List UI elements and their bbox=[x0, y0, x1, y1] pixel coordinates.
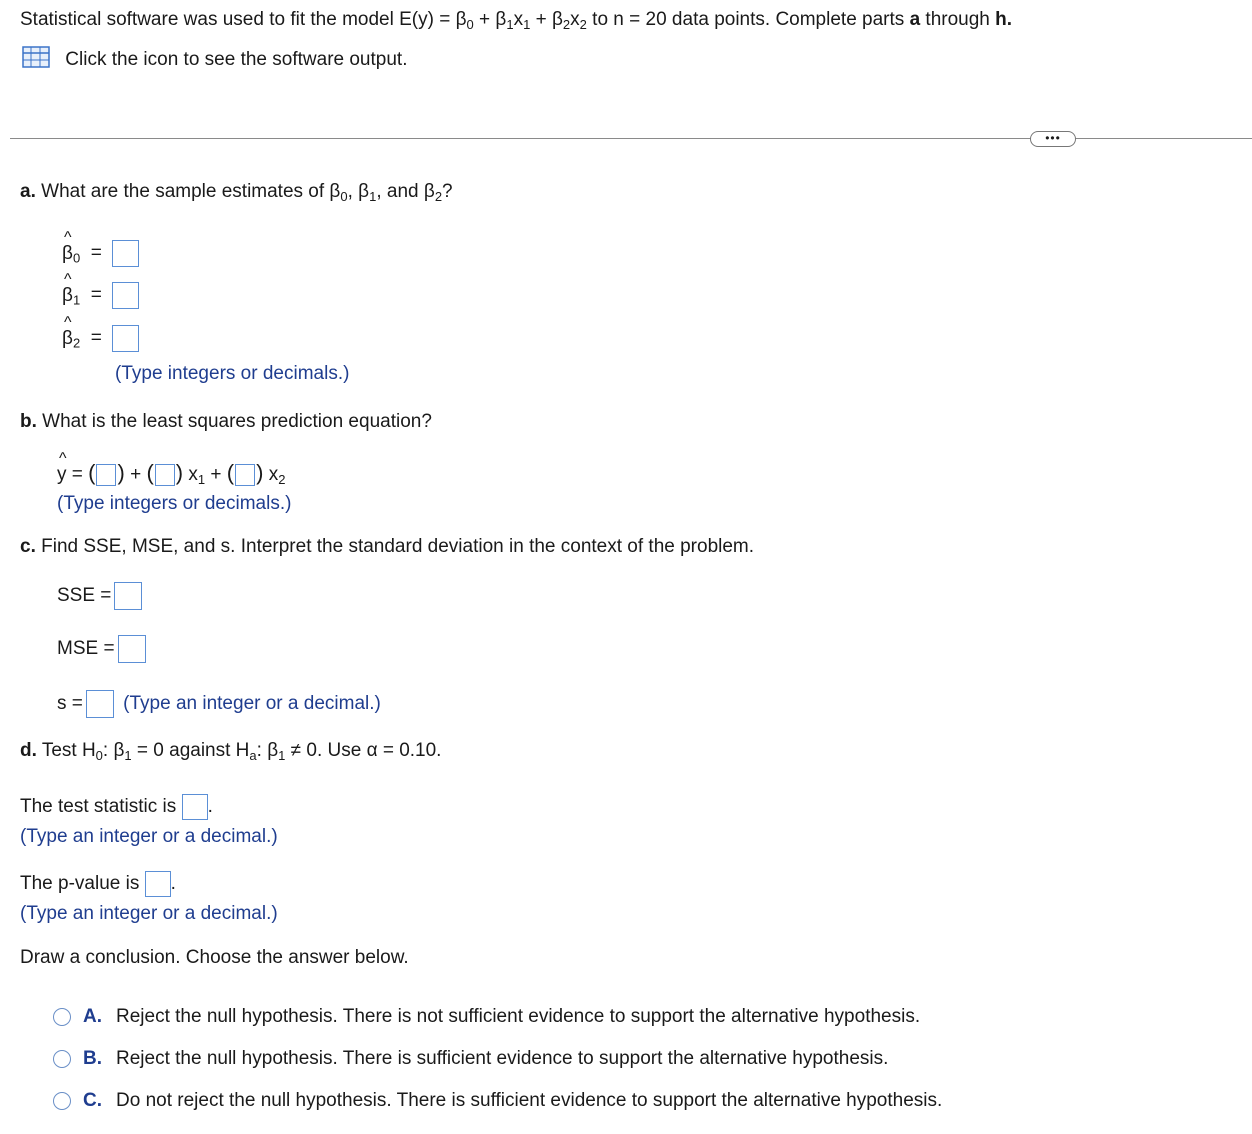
radio-c[interactable] bbox=[53, 1092, 71, 1110]
mse-input[interactable] bbox=[118, 635, 146, 663]
part-a-question: a. What are the sample estimates of $\beta_0$, $\beta_1$, and $\beta_2$? bbox=[20, 181, 453, 204]
beta2-input[interactable] bbox=[112, 325, 139, 352]
click-icon-text: Click the icon to see the software output. bbox=[65, 49, 408, 71]
part-d-question: d. Test $H_0$: $\beta_1 = 0$ against $H_a$: $\beta_1 \ne 0$. Use α = 0.10. bbox=[20, 740, 442, 763]
prediction-equation: ^ y = ( ) + ( ) $x_1$ + ( ) $x_2$ bbox=[57, 460, 285, 486]
beta1-input[interactable] bbox=[112, 282, 139, 309]
p-value-row: The p-value is . bbox=[20, 871, 176, 897]
radio-a[interactable] bbox=[53, 1008, 71, 1026]
b2-input[interactable] bbox=[235, 464, 255, 486]
sse-row: SSE = bbox=[57, 582, 142, 610]
sse-input[interactable] bbox=[114, 582, 142, 610]
s-input[interactable] bbox=[86, 690, 114, 718]
more-button[interactable]: ••• bbox=[1030, 131, 1076, 147]
p-value-input[interactable] bbox=[145, 871, 171, 897]
p-value-hint: (Type an integer or a decimal.) bbox=[20, 903, 278, 924]
mse-row: MSE = bbox=[57, 635, 146, 663]
part-b-hint: (Type integers or decimals.) bbox=[57, 493, 292, 514]
option-c[interactable]: C. Do not reject the null hypothesis. There is sufficient evidence to support the alternative hypothesis. bbox=[53, 1090, 942, 1112]
b0-input[interactable] bbox=[96, 464, 116, 486]
table-icon[interactable] bbox=[22, 46, 50, 74]
conclusion-prompt: Draw a conclusion. Choose the answer below. bbox=[20, 947, 409, 968]
beta0-input[interactable] bbox=[112, 240, 139, 267]
part-b-question: b. What is the least squares prediction equation? bbox=[20, 411, 432, 432]
problem-statement: Statistical software was used to fit the model $E(y) = \beta_0 + \beta_1x_1 + \beta_2x_2$ to n = 20 data points. Complete parts a through h. bbox=[20, 9, 1013, 32]
part-c-question: c. Find SSE, MSE, and s. Interpret the standard deviation in the context of the problem. bbox=[20, 536, 755, 557]
test-statistic-input[interactable] bbox=[182, 794, 208, 820]
beta2-row: ^ $\beta_2$ = bbox=[62, 325, 139, 352]
software-output-link[interactable] bbox=[22, 46, 407, 74]
s-row: s = (Type an integer or a decimal.) bbox=[57, 690, 381, 718]
part-a-hint: (Type integers or decimals.) bbox=[115, 363, 350, 384]
beta1-row: ^ $\beta_1$ = bbox=[62, 282, 139, 309]
beta0-row: ^ $\beta_0$ = bbox=[62, 240, 139, 267]
option-a[interactable]: A. Reject the null hypothesis. There is not sufficient evidence to support the alternative hypothesis. bbox=[53, 1006, 920, 1028]
option-b[interactable]: B. Reject the null hypothesis. There is sufficient evidence to support the alternative hypothesis. bbox=[53, 1048, 888, 1070]
b1-input[interactable] bbox=[155, 464, 175, 486]
part-c-hint: (Type an integer or a decimal.) bbox=[123, 693, 381, 715]
test-statistic-hint: (Type an integer or a decimal.) bbox=[20, 826, 278, 847]
test-statistic-row: The test statistic is . bbox=[20, 794, 213, 820]
radio-b[interactable] bbox=[53, 1050, 71, 1068]
